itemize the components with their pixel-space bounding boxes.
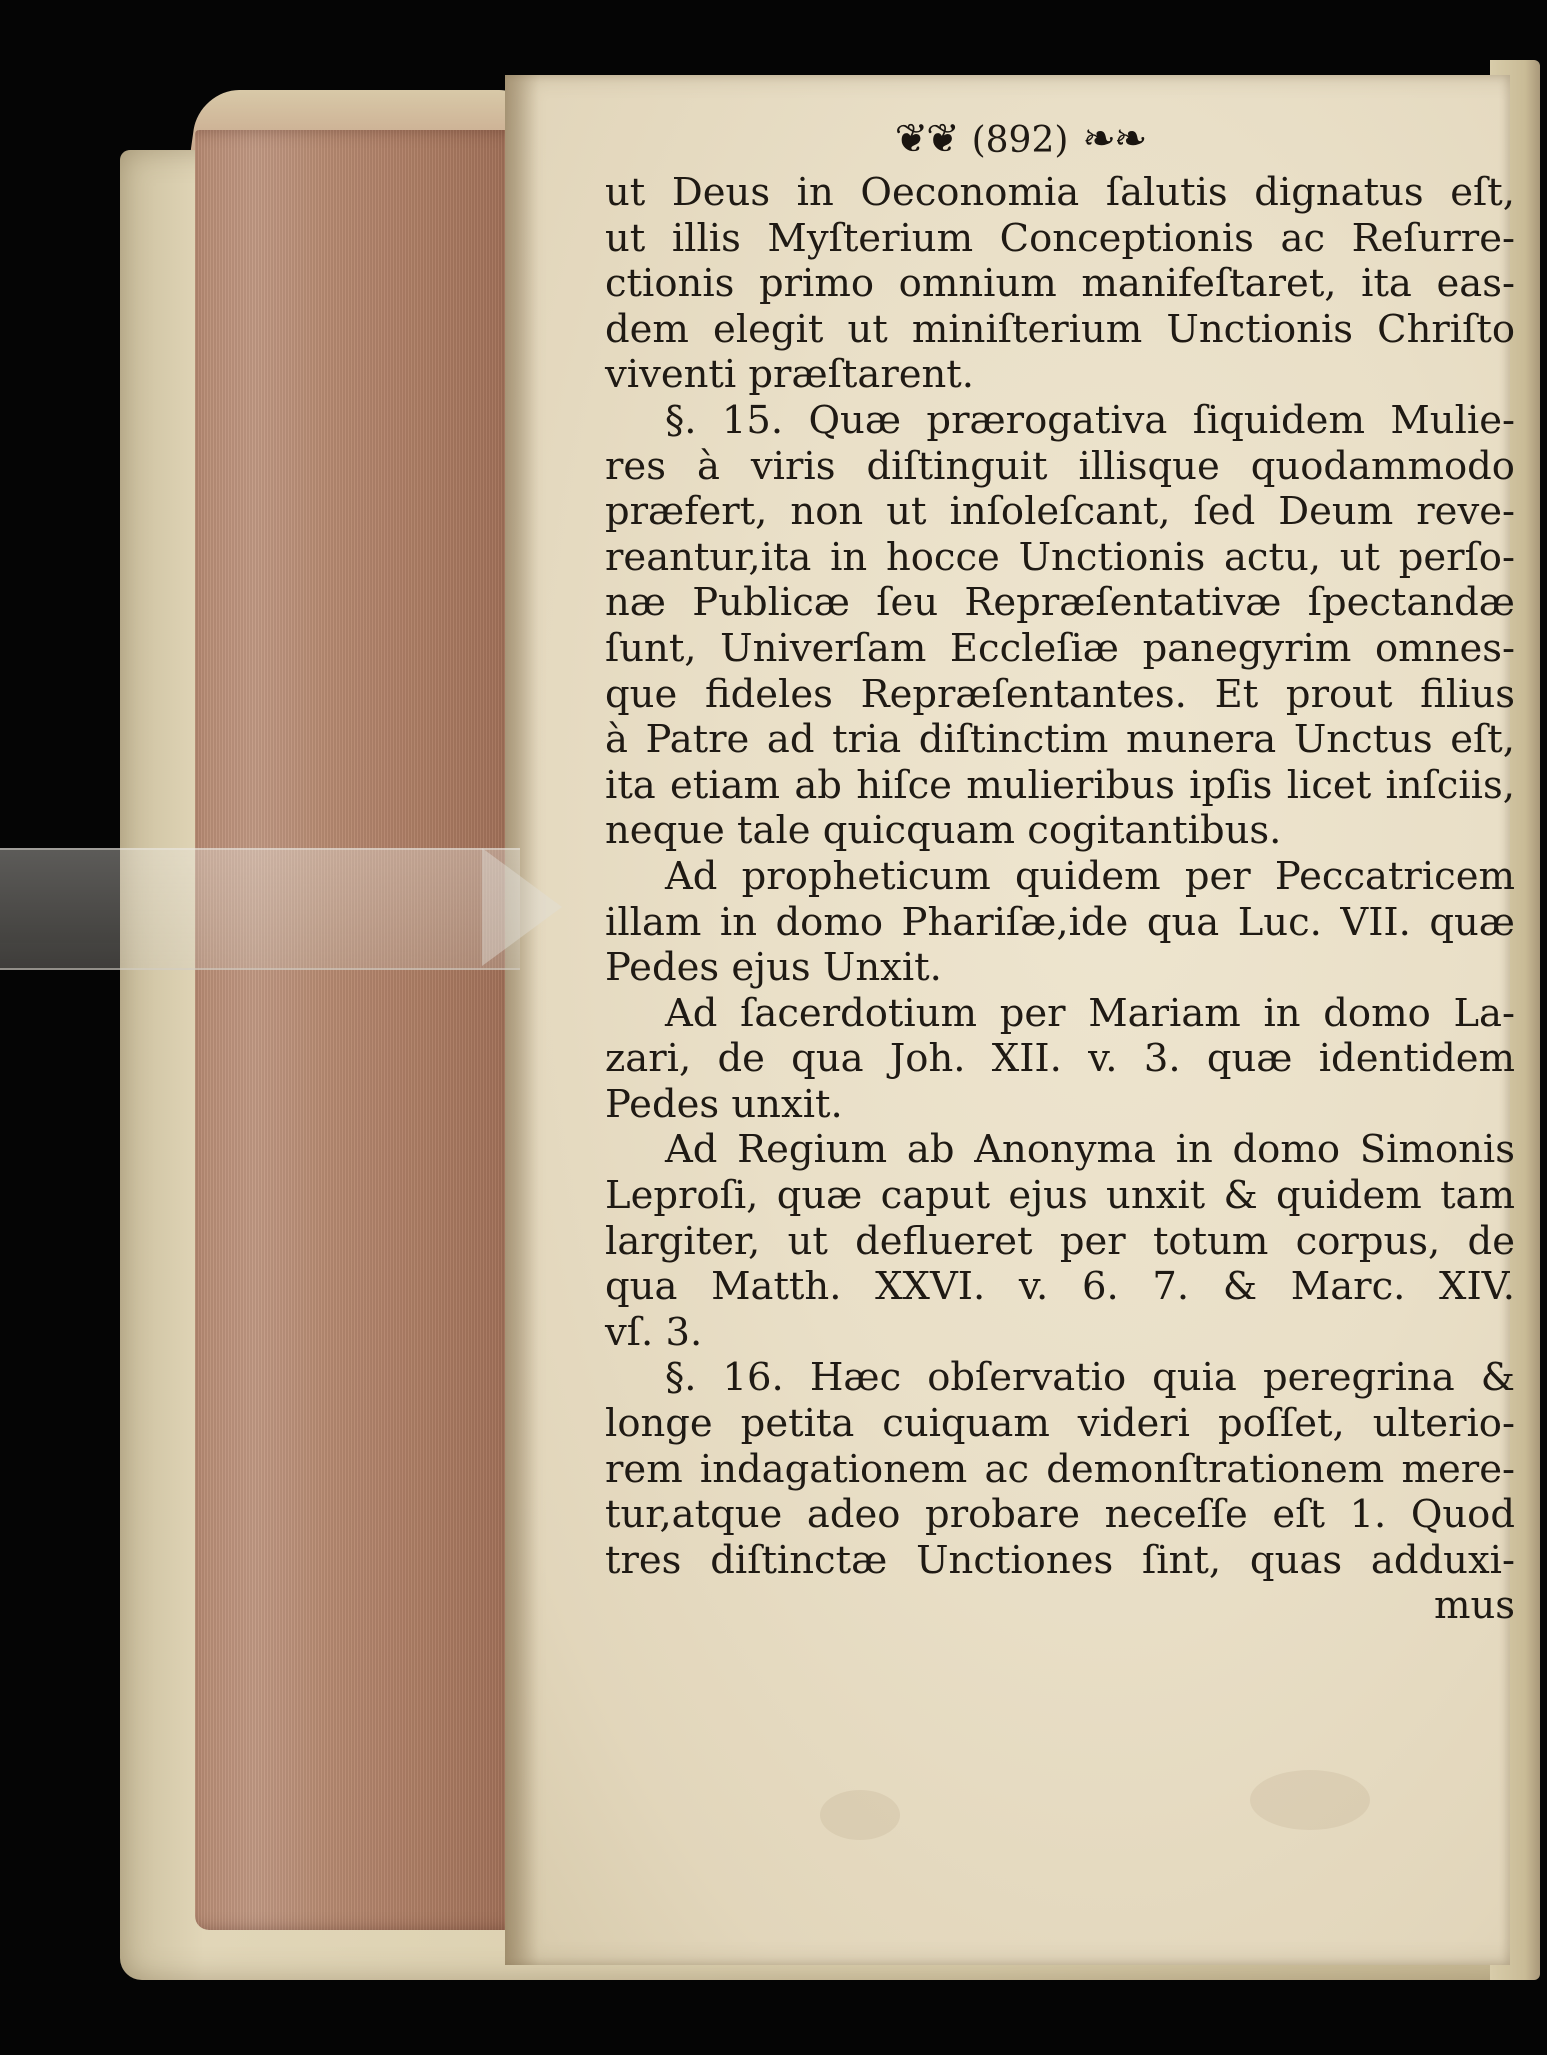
text-line: Pedes unxit. bbox=[605, 1081, 843, 1127]
page-number: (892) bbox=[971, 120, 1069, 161]
bookmark-tip[interactable] bbox=[482, 848, 562, 966]
text-line: Pedes ejus Unxit. bbox=[605, 945, 942, 991]
text-line: viventi præſtarent. bbox=[605, 352, 975, 398]
bookmark-ribbon[interactable] bbox=[0, 848, 520, 970]
ornament-right-icon: ❧❧ bbox=[1082, 116, 1146, 162]
text-line: ut Deus in Oeconomia ſalutis dignatus eſt, bbox=[605, 170, 1515, 215]
text-line: vſ. 3. bbox=[605, 1309, 703, 1355]
page-text-block bbox=[605, 108, 1515, 1629]
paragraph-regal: Ad Regium ab Anonyma in domo Simonis bbox=[665, 1127, 1515, 1173]
text-line: ita etiam ab hiſce mulieribus ipſis licet inſciis, bbox=[605, 762, 1515, 808]
paragraph-15-start: §. 15. Quæ prærogativa ſiquidem Mulie- bbox=[665, 397, 1515, 443]
paragraph-16-start: §. 16. Hæc obſervatio quia peregrina & bbox=[665, 1355, 1515, 1401]
paragraph-sacerdotal: Ad ſacerdotium per Mariam in domo La- bbox=[665, 990, 1515, 1036]
text-line: Leproſi, quæ caput ejus unxit & quidem tam bbox=[605, 1173, 1515, 1219]
catchword: mus bbox=[1433, 1583, 1515, 1629]
text-line: næ Publicæ ſeu Repræſentativæ ſpectandæ bbox=[605, 580, 1515, 626]
text-line: qua Matth. XXVI. v. 6. 7. & Marc. XIV. bbox=[605, 1264, 1515, 1310]
text-line: que fideles Repræſentantes. Et prout filius bbox=[605, 671, 1515, 717]
text-line: ut illis Myſterium Conceptionis ac Reſurre- bbox=[605, 215, 1515, 261]
text-line: longe petita cuiquam videri poſſet, ulterio- bbox=[605, 1401, 1515, 1447]
text-line: tur,atque adeo probare neceſſe eſt 1. Quod bbox=[605, 1492, 1515, 1538]
text-line: à Patre ad tria diſtinctim munera Unctus eſt, bbox=[605, 717, 1515, 763]
text-line: res à viris diſtinguit illisque quodammodo bbox=[605, 443, 1515, 489]
paper-stain bbox=[820, 1790, 900, 1840]
text-line: dem elegit ut miniſterium Unctionis Chriſto bbox=[605, 306, 1515, 352]
text-line: zari, de qua Joh. XII. v. 3. quæ identidem bbox=[605, 1036, 1515, 1082]
page-header bbox=[605, 108, 1515, 170]
paragraph-prophetic: Ad propheticum quidem per Peccatricem bbox=[665, 853, 1515, 899]
text-line: ſunt, Univerſam Eccleſiæ panegyrim omnes- bbox=[605, 625, 1515, 671]
text-line: neque tale quicquam cogitantibus. bbox=[605, 808, 1282, 854]
text-line: largiter, ut deflueret per totum corpus, de bbox=[605, 1218, 1515, 1264]
text-line: tres diſtinctæ Unctiones ſint, quas adduxi- bbox=[605, 1537, 1515, 1583]
text-line: illam in domo Phariſæ,ide qua Luc. VII. quæ bbox=[605, 899, 1515, 945]
text-line: reantur,ita in hocce Unctionis actu, ut perſo- bbox=[605, 534, 1515, 580]
text-line: præfert, non ut inſoleſcant, ſed Deum reve- bbox=[605, 489, 1515, 535]
text-line: ctionis primo omnium manifeſtaret, ita eas- bbox=[605, 261, 1515, 307]
page-gutter-shadow bbox=[505, 75, 539, 1965]
ornament-left-icon: ❦❦ bbox=[894, 116, 958, 162]
paper-stain bbox=[1250, 1770, 1370, 1830]
page-block-red-edge bbox=[195, 130, 525, 1930]
text-line: rem indagationem ac demonſtrationem mere- bbox=[605, 1446, 1515, 1492]
